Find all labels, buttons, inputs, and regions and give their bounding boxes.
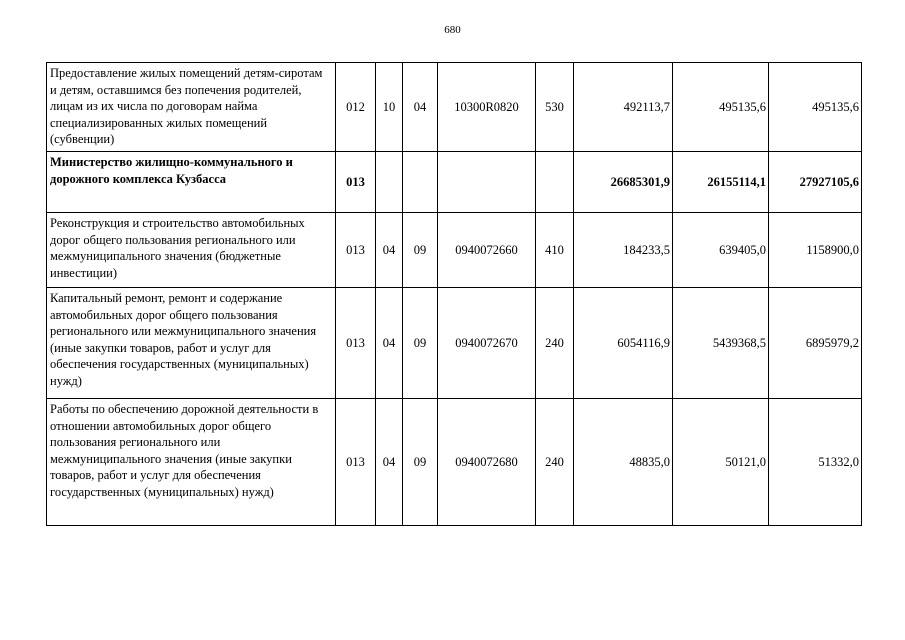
table-row [47, 213, 862, 288]
ministry-code: 013 [336, 399, 376, 526]
amount-year-2: 26155114,1 [673, 152, 769, 213]
subsection-code [403, 152, 438, 213]
target-code: 0940072670 [438, 288, 536, 399]
table-row [47, 152, 862, 213]
expense-type-code [536, 152, 574, 213]
row-name: Капитальный ремонт, ремонт и содержание автомобильных дорог общего пользования регионального или межмуниципального значения (иные закупки товаров, работ и услуг для обеспечения государственных (муниципальных) нужд) [47, 288, 336, 399]
amount-year-1: 48835,0 [574, 399, 673, 526]
amount-year-3: 51332,0 [769, 399, 862, 526]
subsection-code: 09 [403, 399, 438, 526]
target-code: 0940072660 [438, 213, 536, 288]
row-name: Реконструкция и строительство автомобильных дорог общего пользования регионального или межмуниципального значения (бюджетные инвестиции) [47, 213, 336, 288]
ministry-code: 013 [336, 213, 376, 288]
amount-year-3: 1158900,0 [769, 213, 862, 288]
section-code: 10 [376, 63, 403, 152]
amount-year-1: 492113,7 [574, 63, 673, 152]
section-code: 04 [376, 288, 403, 399]
section-code [376, 152, 403, 213]
table-row [47, 63, 862, 152]
amount-year-1: 6054116,9 [574, 288, 673, 399]
amount-year-2: 495135,6 [673, 63, 769, 152]
row-name: Министерство жилищно-коммунального и дорожного комплекса Кузбасса [47, 152, 336, 213]
row-name: Работы по обеспечению дорожной деятельности в отношении автомобильных дорог общего пользования регионального или межмуниципального значения (иные закупки товаров, работ и услуг для обеспечения государственных (муниципальных) нужд) [47, 399, 336, 526]
amount-year-1: 184233,5 [574, 213, 673, 288]
expense-type-code: 240 [536, 288, 574, 399]
budget-table [46, 62, 862, 526]
row-name: Предоставление жилых помещений детям-сиротам и детям, оставшимся без попечения родителей, лицам из их числа по договорам найма специализированных жилых помещений (субвенции) [47, 63, 336, 152]
expense-type-code: 240 [536, 399, 574, 526]
amount-year-3: 6895979,2 [769, 288, 862, 399]
target-code: 10300R0820 [438, 63, 536, 152]
expense-type-code: 530 [536, 63, 574, 152]
section-code: 04 [376, 213, 403, 288]
table-row [47, 399, 862, 526]
amount-year-2: 50121,0 [673, 399, 769, 526]
target-code: 0940072680 [438, 399, 536, 526]
ministry-code: 013 [336, 152, 376, 213]
amount-year-1: 26685301,9 [574, 152, 673, 213]
expense-type-code: 410 [536, 213, 574, 288]
ministry-code: 013 [336, 288, 376, 399]
amount-year-2: 639405,0 [673, 213, 769, 288]
amount-year-3: 27927105,6 [769, 152, 862, 213]
ministry-code: 012 [336, 63, 376, 152]
amount-year-3: 495135,6 [769, 63, 862, 152]
subsection-code: 09 [403, 288, 438, 399]
subsection-code: 09 [403, 213, 438, 288]
table-row [47, 288, 862, 399]
page-number: 680 [444, 24, 461, 36]
target-code [438, 152, 536, 213]
subsection-code: 04 [403, 63, 438, 152]
section-code: 04 [376, 399, 403, 526]
amount-year-2: 5439368,5 [673, 288, 769, 399]
